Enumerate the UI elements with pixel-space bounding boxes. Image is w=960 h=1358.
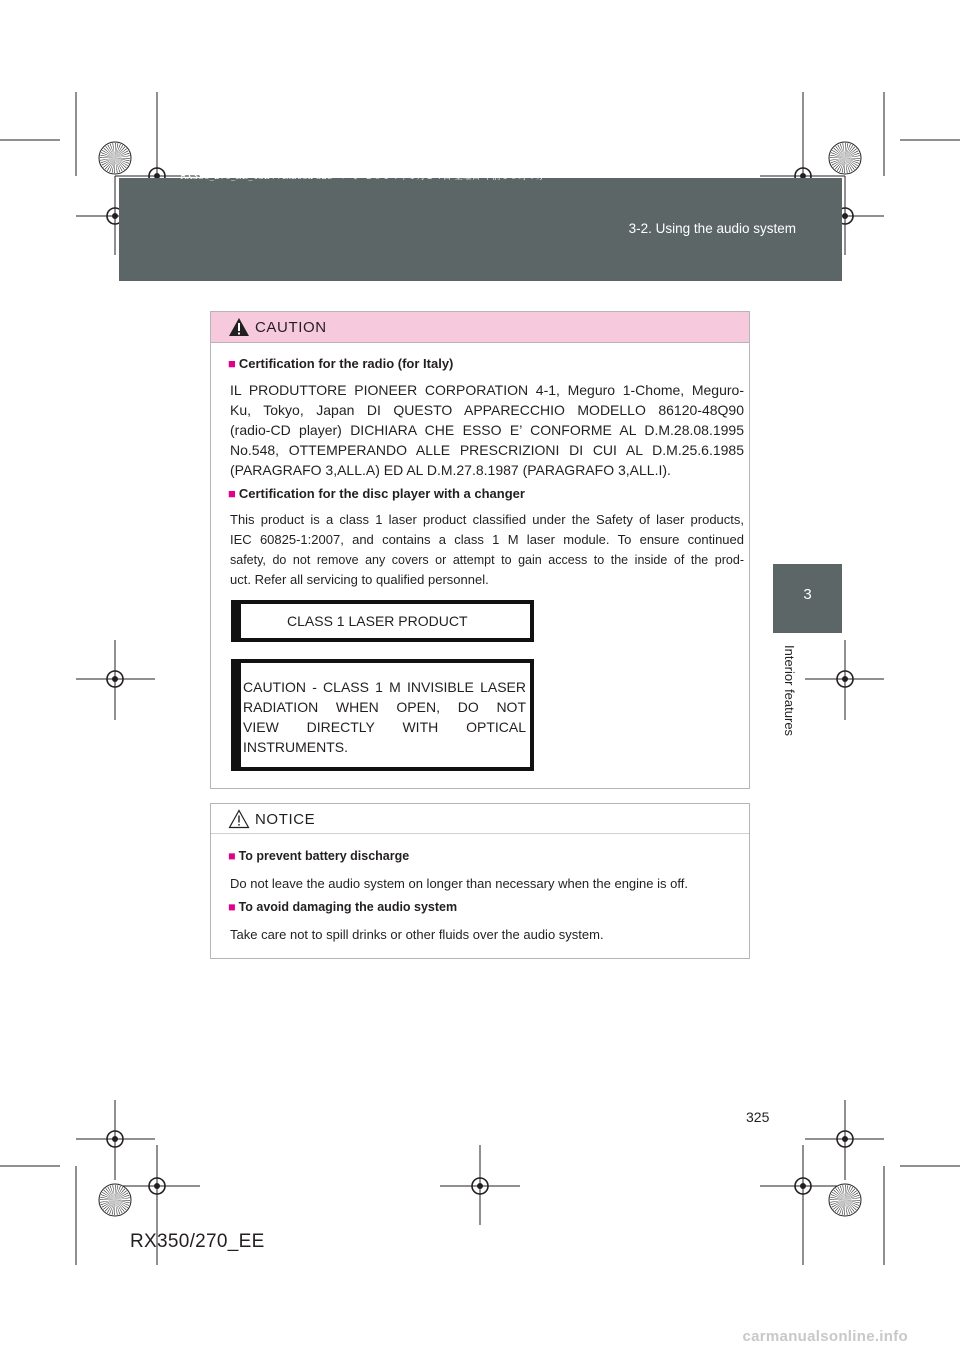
chapter-tab[interactable]: [773, 564, 842, 633]
caution-item-heading: ■ Certification for the radio (for Italy): [228, 356, 454, 371]
notice-header: [211, 804, 749, 834]
chapter-label-text: Interior features: [782, 645, 797, 737]
starburst-target-icon: [99, 1184, 131, 1216]
chapter-label: [782, 645, 802, 755]
caution-header: [211, 312, 749, 343]
notice-triangle-icon: [228, 809, 250, 829]
starburst-target-icon: [829, 142, 861, 174]
caution-title: CAUTION: [255, 319, 327, 336]
watermark: carmanualsonline.info: [742, 1328, 908, 1345]
page-number: 325: [746, 1109, 770, 1125]
print-stamp: RX350_270_EE_48D77E.book 325 ページ ２０１４年１月２４日 金曜日 午前１０時４分: [180, 172, 545, 182]
laser-caution-label: [231, 659, 534, 771]
warning-triangle-icon: [228, 317, 250, 337]
footer-model: RX350/270_EE: [130, 1231, 265, 1252]
laser-class-label: [231, 600, 534, 642]
chapter-number: 3: [803, 586, 812, 603]
notice-paragraph: Take care not to spill drinks or other fluids over the audio system.: [230, 927, 604, 942]
notice-paragraph: Do not leave the audio system on longer than necessary when the engine is off.: [230, 876, 688, 891]
bullet-square-icon: ■: [228, 486, 236, 501]
notice-item-heading: ■ To prevent battery discharge: [228, 849, 410, 863]
caution-item-heading: ■ Certification for the disc player with a changer: [228, 486, 525, 501]
caution-box: [210, 311, 750, 789]
notice-item-heading: ■ To avoid damaging the audio system: [228, 900, 458, 914]
caution-paragraph: This product is a class 1 laser product classified under the Safety of laser products, IEC 60825-1:2007, and contains a class 1 M laser module. To ensure continued safety, do not remove any covers or attempt to gain access to the inside of the prod- uct. Refer all servicing to qualified personnel.: [230, 512, 744, 587]
bullet-square-icon: ■: [228, 356, 236, 371]
bullet-square-icon: ■: [228, 849, 236, 863]
laser-caution-label-text: CAUTION - CLASS 1 M INVISIBLE LASER RADIATION WHEN OPEN, DO NOT VIEW DIRECTLY WITH OPTICAL INSTRUMENTS.: [243, 679, 526, 755]
section-title: 3-2. Using the audio system: [628, 221, 796, 236]
starburst-target-icon: [829, 1184, 861, 1216]
bullet-square-icon: ■: [228, 900, 236, 914]
laser-class-label-text: CLASS 1 LASER PRODUCT: [287, 613, 468, 629]
starburst-target-icon: [99, 142, 131, 174]
notice-title: NOTICE: [255, 811, 316, 828]
caution-paragraph: IL PRODUTTORE PIONEER CORPORATION 4-1, Meguro 1-Chome, Meguro- Ku, Tokyo, Japan DI QUESTO APPARECCHIO MODELLO 86120-48Q90 (radio-CD player) DICHIARA CHE ESSO E’ CONFORME AL D.M.28.08.1995 No.548, OTTEMPERANDO ALLE PRESCRIZIONI DI CUI AL D.M.25.6.1985 (PARAGRAFO 3,ALL.A) ED AL D.M.27.8.1987 (PARAGRAFO 3,ALL.I).: [230, 382, 744, 478]
notice-box: [210, 803, 750, 959]
